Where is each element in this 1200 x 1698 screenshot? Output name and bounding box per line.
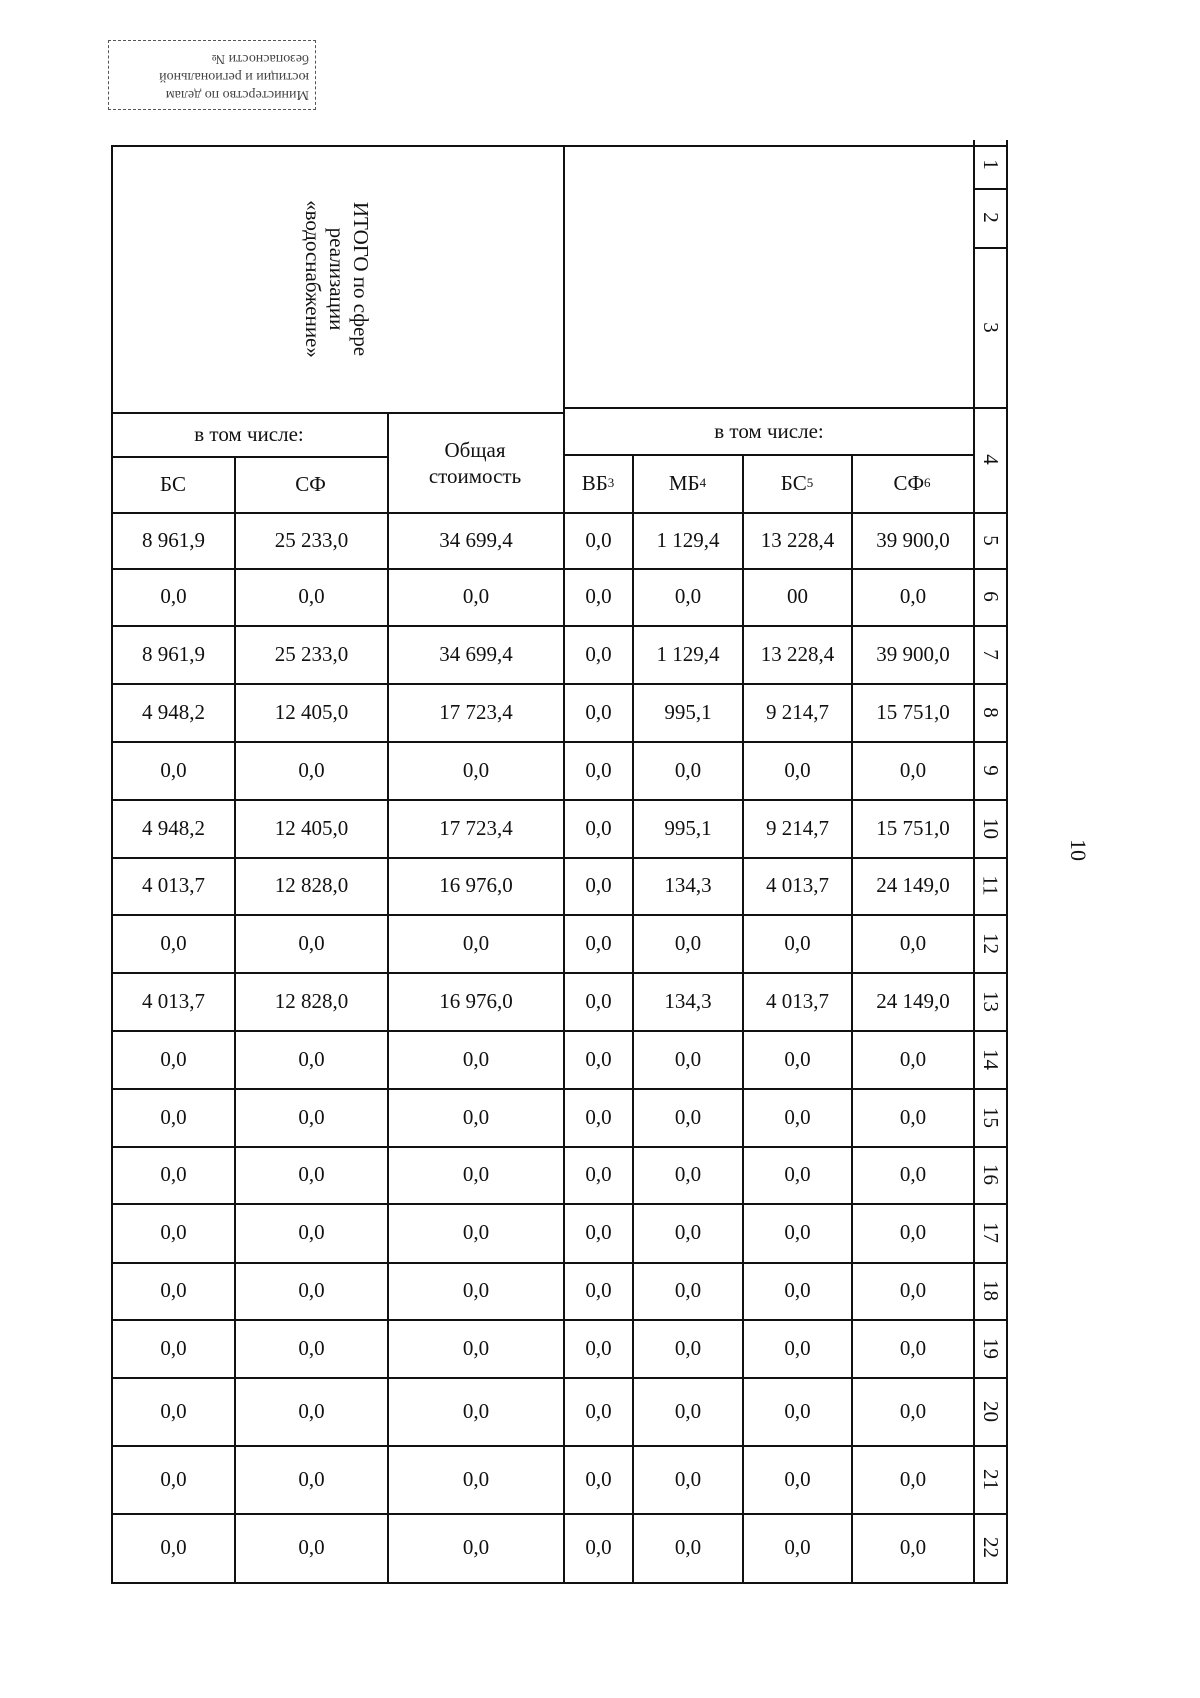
table-cell: 0,0 (585, 873, 612, 897)
header-sf2-label: СФ (893, 470, 925, 495)
header-sf2 (852, 455, 972, 511)
table-cell: 24 149,0 (876, 873, 950, 897)
table-cell: 0,0 (784, 1278, 811, 1302)
row-number-text: 21 (978, 1468, 1003, 1490)
table-cell: 15 751,0 (876, 815, 950, 840)
table-cell: 0,0 (784, 1535, 811, 1559)
table-cell: 0,0 (674, 1398, 702, 1423)
header-bs: БС (160, 472, 186, 496)
row-number (975, 247, 1005, 407)
table-cell: 0,0 (585, 1398, 612, 1423)
footnote-ref-5: 5 (806, 475, 814, 490)
table-cell: 0,0 (160, 1046, 187, 1071)
table-cell: 0,0 (462, 1466, 490, 1491)
table-cell: 0,0 (674, 1104, 702, 1129)
table-cell: 12 828,0 (274, 988, 349, 1013)
table-cell: 8 961,9 (142, 641, 205, 666)
table-cell: 0,0 (585, 815, 612, 840)
row-number (975, 1203, 1005, 1262)
row-number-text: 22 (978, 1537, 1003, 1558)
table-cell: 995,1 (664, 699, 712, 724)
row-number-text: 19 (978, 1337, 1003, 1359)
table-cell: 0,0 (899, 757, 927, 782)
table-cell: 0,0 (585, 1104, 612, 1129)
table-cell: 0,0 (784, 1162, 811, 1186)
table-cell: 0,0 (160, 1220, 187, 1244)
table-cell: 0,0 (899, 584, 927, 608)
table-cell: 0,0 (462, 757, 490, 782)
table-cell: 0,0 (585, 699, 612, 724)
table-cell: 12 405,0 (274, 815, 349, 840)
table-cell: 0,0 (462, 1104, 490, 1129)
table-cell: 0,0 (585, 930, 612, 955)
table-cell: 13 228,4 (760, 527, 835, 552)
table-cell: 0,0 (298, 1104, 325, 1129)
table-cell: 0,0 (899, 1466, 927, 1491)
row-number (975, 1377, 1005, 1445)
table-cell: 0,0 (462, 1398, 490, 1423)
table-cell: 0,0 (899, 1104, 927, 1129)
row-number (975, 857, 1005, 914)
table-cell: 0,0 (784, 1046, 811, 1071)
row-number (975, 1262, 1005, 1319)
table-cell: 134,3 (664, 873, 712, 897)
footnote-ref-3: 3 (607, 475, 615, 490)
table-cell: 0,0 (674, 584, 702, 608)
row-number (975, 1445, 1005, 1513)
table-cell: 12 828,0 (274, 873, 349, 897)
table-cell: 0,0 (160, 1535, 187, 1559)
row-number (975, 512, 1005, 568)
table-cell: 0,0 (298, 1278, 325, 1302)
table-cell: 9 214,7 (766, 815, 829, 840)
table-cell: 0,0 (899, 1535, 927, 1559)
table-cell: 0,0 (585, 1335, 612, 1360)
table-cell: 4 013,7 (766, 873, 829, 897)
table-cell: 16 976,0 (439, 873, 513, 897)
table-cell: 4 948,2 (142, 815, 205, 840)
row-number (975, 1146, 1005, 1203)
header-group-right: в том числе: (714, 418, 824, 443)
table-cell: 0,0 (674, 1046, 702, 1071)
table-cell: 0,0 (784, 1398, 811, 1423)
header-vb (564, 455, 632, 511)
row-number-text: 3 (978, 321, 1003, 333)
row-number-text: 7 (978, 648, 1003, 660)
table-cell: 0,0 (462, 584, 490, 608)
table-cell: 0,0 (585, 1466, 612, 1491)
table-cell: 0,0 (160, 930, 187, 955)
row-number (975, 1319, 1005, 1377)
table-cell: 1 129,4 (656, 641, 720, 666)
row-number (975, 625, 1005, 683)
table-cell: 17 723,4 (439, 815, 513, 840)
table-cell: 25 233,0 (274, 641, 349, 666)
table-cell: 4 013,7 (142, 873, 205, 897)
table-cell: 0,0 (784, 1466, 811, 1491)
table-cell: 0,0 (674, 930, 702, 955)
table-cell: 0,0 (784, 757, 811, 782)
table-cell: 0,0 (462, 1046, 490, 1071)
table-cell: 0,0 (160, 1278, 187, 1302)
table-cell: 8 961,9 (142, 527, 205, 552)
table-cell: 0,0 (160, 1335, 187, 1360)
table-cell: 0,0 (462, 1162, 490, 1186)
table-cell: 0,0 (784, 1104, 811, 1129)
footnote-ref-4: 4 (699, 475, 707, 490)
row-number-text: 12 (978, 932, 1003, 954)
row-number (975, 683, 1005, 741)
table-cell: 134,3 (664, 988, 712, 1013)
header-sf: СФ (295, 472, 326, 496)
table-cell: 0,0 (899, 1046, 927, 1071)
table-cell: 0,0 (160, 757, 187, 782)
table-cell: 0,0 (160, 1398, 187, 1423)
table-cell: 24 149,0 (876, 988, 950, 1013)
table-cell: 0,0 (899, 1162, 927, 1186)
title-divider (563, 145, 565, 413)
row-number (975, 1030, 1005, 1088)
table-cell: 0,0 (298, 1046, 325, 1071)
table-cell: 0,0 (585, 584, 612, 608)
stamp-line: юстиции и региональной (159, 69, 309, 84)
section-title-cell (112, 147, 562, 412)
stamp-line: безопасности № (211, 51, 309, 66)
row-number (975, 741, 1005, 799)
table-cell: 0,0 (784, 1220, 811, 1244)
table-cell: 0,0 (585, 641, 612, 666)
table-cell: 0,0 (298, 1398, 325, 1423)
row-number (975, 188, 1005, 247)
table-cell: 25 233,0 (274, 527, 349, 552)
row-number (975, 799, 1005, 857)
table-cell: 1 129,4 (656, 527, 720, 552)
table-bottom-border (111, 1582, 1006, 1584)
table-cell: 0,0 (899, 1335, 927, 1360)
table-cell: 0,0 (899, 930, 927, 955)
table-cell: 0,0 (674, 1278, 702, 1302)
row-number (975, 972, 1005, 1030)
table-cell: 0,0 (585, 1220, 612, 1244)
stamp-text (109, 41, 317, 111)
table-cell: 0,0 (674, 1335, 702, 1360)
table-cell: 995,1 (664, 815, 712, 840)
table-cell: 0,0 (585, 1046, 612, 1071)
table-cell: 15 751,0 (876, 699, 950, 724)
row-number (975, 914, 1005, 972)
table-cell: 39 900,0 (876, 527, 950, 552)
stamp-line: Министерство по делам (165, 87, 309, 102)
table-cell: 34 699,4 (439, 641, 513, 666)
table-cell: 0,0 (585, 1278, 612, 1302)
table-cell: 0,0 (674, 757, 702, 782)
table-cell: 0,0 (298, 1535, 325, 1559)
table-cell: 0,0 (298, 757, 325, 782)
row-number (975, 407, 1005, 512)
table-cell: 0,0 (585, 988, 612, 1013)
row-number-text: 2 (978, 212, 1003, 223)
row-number (975, 140, 1005, 188)
row-number (975, 568, 1005, 625)
header-mb-label: МБ (668, 470, 700, 495)
row-number-text: 8 (978, 706, 1003, 718)
table-cell: 0,0 (298, 1162, 325, 1186)
table-cell: 16 976,0 (439, 988, 513, 1013)
table-cell: 0,0 (585, 757, 612, 782)
table-cell: 0,0 (462, 1335, 490, 1360)
table-cell: 0,0 (899, 1220, 927, 1244)
table-cell: 0,0 (298, 1335, 325, 1360)
table-cell: 0,0 (462, 930, 490, 955)
table-cell: 0,0 (899, 1278, 927, 1302)
table-cell: 0,0 (160, 584, 187, 608)
table-cell: 13 228,4 (760, 641, 835, 666)
row-number-text: 18 (978, 1280, 1003, 1301)
table-cell: 9 214,7 (766, 699, 829, 724)
table-cell: 4 948,2 (142, 699, 205, 724)
table-cell: 4 013,7 (766, 988, 829, 1013)
row-number-text: 10 (978, 817, 1003, 839)
header-bs2-label: БС (780, 470, 807, 495)
table-cell: 0,0 (298, 930, 325, 955)
table-cell: 0,0 (462, 1220, 490, 1244)
table-cell: 39 900,0 (876, 641, 950, 666)
table-cell: 0,0 (674, 1535, 702, 1559)
row-number-text: 16 (978, 1164, 1003, 1185)
table-cell: 0,0 (585, 1535, 612, 1559)
table-cell: 0,0 (674, 1162, 702, 1186)
table-cell: 4 013,7 (142, 988, 205, 1013)
table-cell: 0,0 (160, 1466, 187, 1491)
table-cell: 12 405,0 (274, 699, 349, 724)
table-cell: 0,0 (674, 1466, 702, 1491)
header-total: Общая стоимость (428, 437, 522, 488)
header-vb-label: ВБ (581, 470, 608, 495)
table-cell: 0,0 (674, 1220, 702, 1244)
row-number-text: 20 (978, 1400, 1003, 1422)
table-cell: 00 (787, 584, 808, 608)
section-title: ИТОГО по сфере реализации «водоснабжение» (301, 200, 373, 358)
table-cell: 0,0 (160, 1162, 187, 1186)
row-number-text: 5 (978, 534, 1003, 546)
table-cell: 0,0 (784, 1335, 811, 1360)
table-cell: 0,0 (462, 1278, 490, 1302)
table-cell: 17 723,4 (439, 699, 513, 724)
registration-stamp (108, 40, 316, 110)
footnote-ref-6: 6 (924, 475, 931, 490)
row-number-text: 4 (978, 454, 1003, 465)
row-number (975, 1088, 1005, 1146)
row-number-text: 15 (978, 1106, 1003, 1128)
table-cell: 0,0 (298, 584, 325, 608)
header-group-left: в том числе: (194, 421, 304, 446)
table-cell: 0,0 (462, 1535, 490, 1559)
row-number-text: 14 (978, 1048, 1003, 1070)
row-number-text: 13 (978, 990, 1003, 1012)
page-number-text: 10 (1066, 839, 1091, 861)
table-cell: 0,0 (585, 1162, 612, 1186)
table-right-border (1006, 140, 1008, 1584)
row-number (975, 1513, 1005, 1582)
table-cell: 0,0 (160, 1104, 187, 1129)
row-number-text: 11 (978, 875, 1003, 896)
table-cell: 0,0 (298, 1220, 325, 1244)
row-number-text: 1 (978, 158, 1003, 170)
row-number-text: 6 (978, 591, 1003, 602)
table-cell: 0,0 (298, 1466, 325, 1491)
page-number (1058, 830, 1098, 870)
row-number-text: 17 (978, 1222, 1003, 1243)
table-cell: 0,0 (585, 527, 612, 552)
table-cell: 0,0 (784, 930, 811, 955)
header-mb (633, 455, 742, 511)
table-cell: 34 699,4 (439, 527, 513, 552)
table-cell: 0,0 (899, 1398, 927, 1423)
header-bs2 (743, 455, 851, 511)
row-number-text: 9 (978, 764, 1003, 776)
